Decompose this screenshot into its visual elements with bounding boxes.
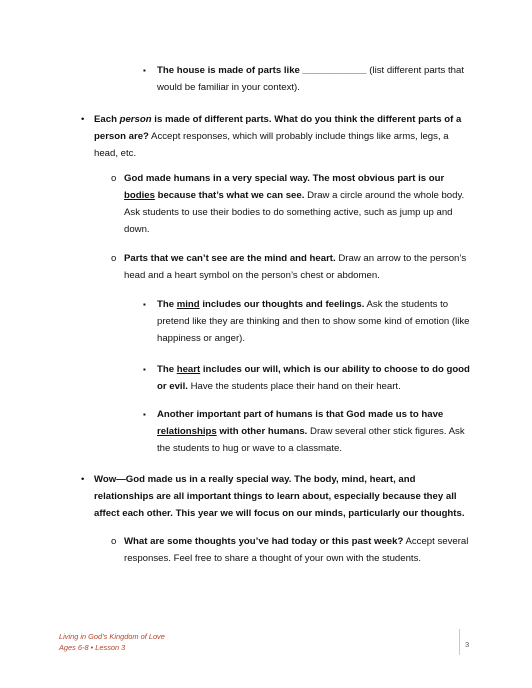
underlined-text: bodies: [124, 190, 155, 201]
bold-text: Each: [94, 114, 120, 125]
list-item-unseen-parts: [111, 250, 473, 284]
underlined-text: heart: [176, 364, 201, 375]
list-item-person: [81, 111, 473, 162]
normal-text: Ask the students to pretend like they are thinking and then to show some kind of emotion (like happiness or anger).: [157, 299, 470, 344]
bold-text: includes our thoughts and feelings.: [199, 299, 365, 310]
round-bullet-icon: •: [81, 114, 85, 125]
underlined-text: relationships: [157, 426, 217, 437]
bold-text: The: [157, 299, 177, 310]
bold-text: with other humans.: [216, 426, 308, 437]
italic-text: person: [119, 114, 152, 125]
square-bullet-icon: ▪: [143, 66, 146, 75]
bold-text: Wow—God made us in a really special way. The body, mind, heart, and relationships are all important things to learn about, especially because they all affect each other. This year we will focus on our minds, particularly our thoughts.: [94, 474, 465, 519]
list-item-text: [124, 533, 473, 567]
list-item-thoughts: [111, 533, 473, 567]
square-bullet-icon: ▪: [143, 410, 146, 419]
footer-title: Living in God’s Kingdom of Love: [59, 632, 165, 641]
list-item-text: [157, 296, 473, 347]
list-item-text: [157, 361, 473, 395]
page-number: 3: [465, 640, 470, 649]
round-bullet-icon: •: [81, 474, 85, 485]
list-item-text: [94, 111, 473, 162]
square-bullet-icon: ▪: [143, 365, 146, 374]
normal-text: Draw an arrow to the person’s head and a heart symbol on the person’s chest or abdomen.: [124, 253, 467, 281]
list-item-wow: [81, 471, 473, 522]
list-item-relationships: [143, 406, 473, 457]
normal-text: Have the students place their hand on their heart.: [187, 381, 401, 392]
circle-bullet-icon: o: [111, 253, 117, 264]
footer-divider: [459, 629, 460, 655]
normal-text: Accept responses, which will probably include things like arms, legs, a head, etc.: [94, 131, 449, 159]
bold-text: is made of different parts. What do you think the different parts of a person are?: [94, 114, 462, 142]
list-item-mind: [143, 296, 473, 347]
bold-text: What are some thoughts you’ve had today or this past week?: [124, 536, 404, 547]
normal-text: Draw several other stick figures. Ask the students to hug or wave to a classmate.: [157, 426, 465, 454]
list-item-bodies: [111, 170, 473, 238]
list-item-text: [157, 406, 473, 457]
list-item-house: [143, 62, 473, 96]
bold-text: The house is made of parts like ____________: [157, 65, 367, 76]
bold-text: because that’s what we can see.: [154, 190, 305, 201]
bold-text: God made humans in a very special way. The most obvious part is our: [124, 173, 445, 184]
list-item-heart: [143, 361, 473, 395]
normal-text: (list different parts that would be familiar in your context).: [157, 65, 464, 93]
underlined-text: mind: [176, 299, 200, 310]
bold-text: Parts that we can’t see are the mind and heart.: [124, 253, 336, 264]
list-item-text: [94, 471, 473, 522]
footer-subtitle: Ages 6-8 • Lesson 3: [59, 642, 126, 652]
page-footer: [59, 632, 165, 653]
list-item-text: [157, 62, 473, 96]
list-item-text: [124, 250, 473, 284]
list-item-text: [124, 170, 473, 238]
circle-bullet-icon: o: [111, 173, 117, 184]
bold-text: Another important part of humans is that God made us to have: [157, 409, 444, 420]
normal-text: Draw a circle around the whole body. Ask students to use their bodies to do something active, such as jump up and down.: [124, 190, 465, 235]
circle-bullet-icon: o: [111, 536, 117, 547]
square-bullet-icon: ▪: [143, 300, 146, 309]
bold-text: The: [157, 364, 177, 375]
normal-text: Accept several responses. Feel free to share a thought of your own with the students.: [124, 536, 469, 564]
bold-text: includes our will, which is our ability to choose to do good or evil.: [157, 364, 470, 392]
